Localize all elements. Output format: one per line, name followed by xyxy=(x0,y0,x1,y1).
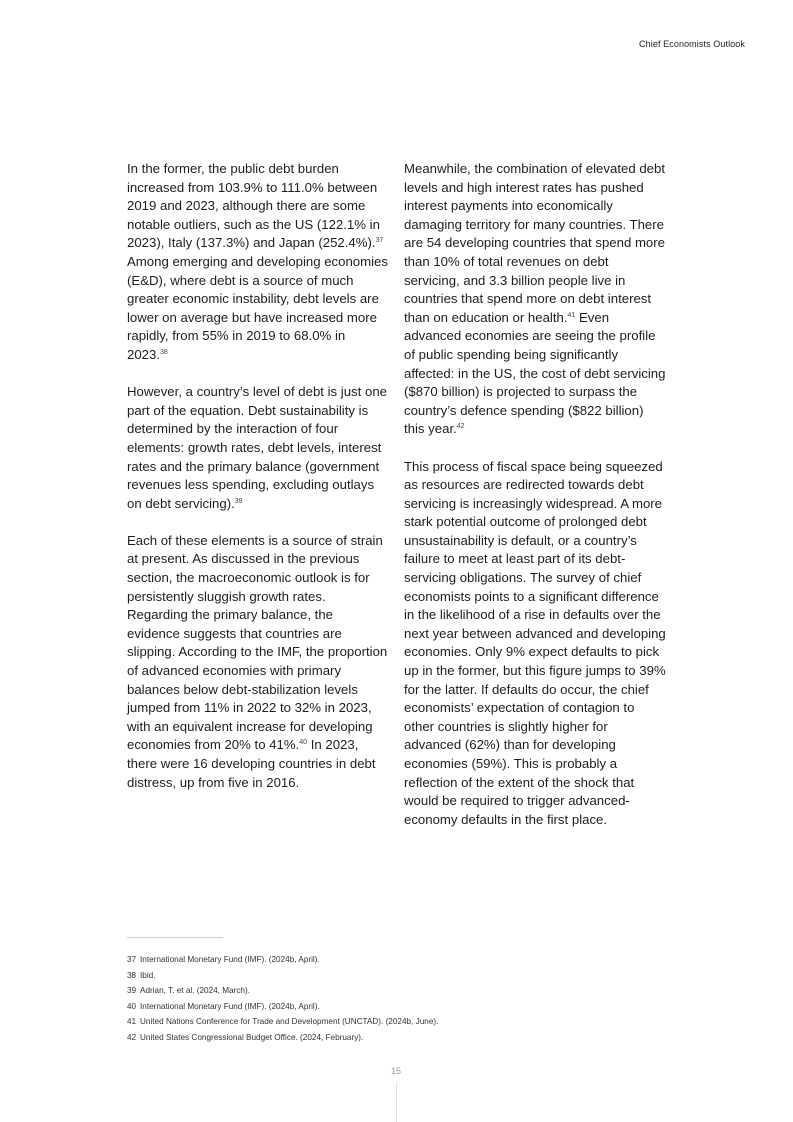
footnote-text: International Monetary Fund (IMF). (2024b, April). xyxy=(140,1001,320,1011)
paragraph-text: Meanwhile, the combination of elevated debt levels and high interest rates has pushed interest payments into economically damaging territory for many countries. There are 54 developing countries that spend more than 10% of total revenues on debt servicing, and 3.3 billion people live in countries that spend more on debt interest than on education or health. xyxy=(404,161,665,325)
running-header: Chief Economists Outlook xyxy=(639,39,745,49)
footnote-item xyxy=(127,952,667,968)
paragraph-text: However, a country’s level of debt is just one part of the equation. Debt sustainability is determined by the interaction of four elements: growth rates, debt levels, interest rates and the primary balance (government revenues less spending, excluding outlays on debt servicing). xyxy=(127,384,387,511)
footnote-ref[interactable]: 42 xyxy=(456,423,465,431)
footnote-item xyxy=(127,999,667,1015)
footnotes xyxy=(127,952,667,1045)
footnote-ref[interactable]: 38 xyxy=(160,348,168,356)
paragraph xyxy=(404,458,666,830)
footnote-text: Ibid. xyxy=(140,970,156,980)
footnote-number: 42 xyxy=(127,1032,137,1042)
paragraph-text: In the former, the public debt burden increased from 103.9% to 111.0% between 2019 and 2023, although there are some notable outliers, such as the US (122.1% in 2023), Italy (137.3%) and Japan (252.4%). xyxy=(127,161,380,251)
paragraph-text: In 2023, there were 16 developing countries in debt distress, up from five in 2016. xyxy=(127,737,376,790)
footnote-text: United Nations Conference for Trade and Development (UNCTAD). (2024b, June). xyxy=(140,1017,439,1026)
footnote-item xyxy=(127,1030,667,1046)
right-column xyxy=(404,160,666,848)
footnote-text: United States Congressional Budget Office. (2024, February). xyxy=(140,1032,364,1042)
paragraph-text: Each of these elements is a source of strain at present. As discussed in the previous section, the macroeconomic outlook is for persistently sluggish growth rates. Regarding the primary balance, the evidence suggests that countries are slipping. According to the IMF, the proportion of advanced economies with primary balances below debt-stabilization levels jumped from 11% in 2022 to 32% in 2023, with an equivalent increase for developing economies from 20% to 41%. xyxy=(127,532,388,753)
footnote-ref[interactable]: 39 xyxy=(234,497,243,505)
footnote-number: 37 xyxy=(127,955,137,964)
footnote-item xyxy=(127,968,667,984)
footnote-ref[interactable]: 40 xyxy=(299,739,308,747)
footnote-item xyxy=(127,983,667,999)
footnote-divider xyxy=(127,937,223,938)
paragraph xyxy=(127,383,389,513)
footnote-text: International Monetary Fund (IMF). (2024b, April). xyxy=(140,955,320,964)
paragraph xyxy=(127,160,389,365)
left-column xyxy=(127,160,389,811)
footnote-item xyxy=(127,1014,667,1030)
paragraph xyxy=(127,532,389,792)
paragraph xyxy=(404,160,666,439)
footnote-ref[interactable]: 41 xyxy=(567,311,576,319)
footnote-text: Adrian, T. et al. (2024, March). xyxy=(140,986,250,995)
paragraph-text: Even advanced economies are seeing the profile of public spending being significantly affected: in the US, the cost of debt servicing ($870 billion) is projected to surpass the country’s defence spending ($822 billion) this year. xyxy=(404,309,666,437)
footnote-number: 38 xyxy=(127,970,137,980)
page-divider xyxy=(396,1082,397,1122)
paragraph-text: Among emerging and developing economies (E&D), where debt is a source of much greater economic instability, debt levels are lower on average but have increased more rapidly, from 55% in 2019 to 68.0% in 2023. xyxy=(127,253,388,362)
footnote-number: 41 xyxy=(127,1017,137,1026)
footnote-number: 39 xyxy=(127,986,137,995)
footnote-ref[interactable]: 37 xyxy=(375,237,384,245)
footnote-number: 40 xyxy=(127,1001,137,1011)
page-number: 15 xyxy=(390,1066,401,1076)
paragraph-text: This process of fiscal space being squeezed as resources are redirected towards debt servicing is increasingly widespread. A more stark potential outcome of prolonged debt unsustainability is default, or a country’s failure to meet at least part of its debt-servicing obligations. The survey of chief economists points to a significant difference in the likelihood of a rise in defaults over the next year between advanced and developing economies. Only 9% expect defaults to pick up in the former, but this figure jumps to 39% for the latter. If defaults do occur, the chief economists’ expectation of contagion to other countries is slightly higher for advanced (62%) than for developing economies (59%). This is probably a reflection of the extent of the shock that would be required to trigger advanced-economy defaults in the first place. xyxy=(404,458,666,827)
